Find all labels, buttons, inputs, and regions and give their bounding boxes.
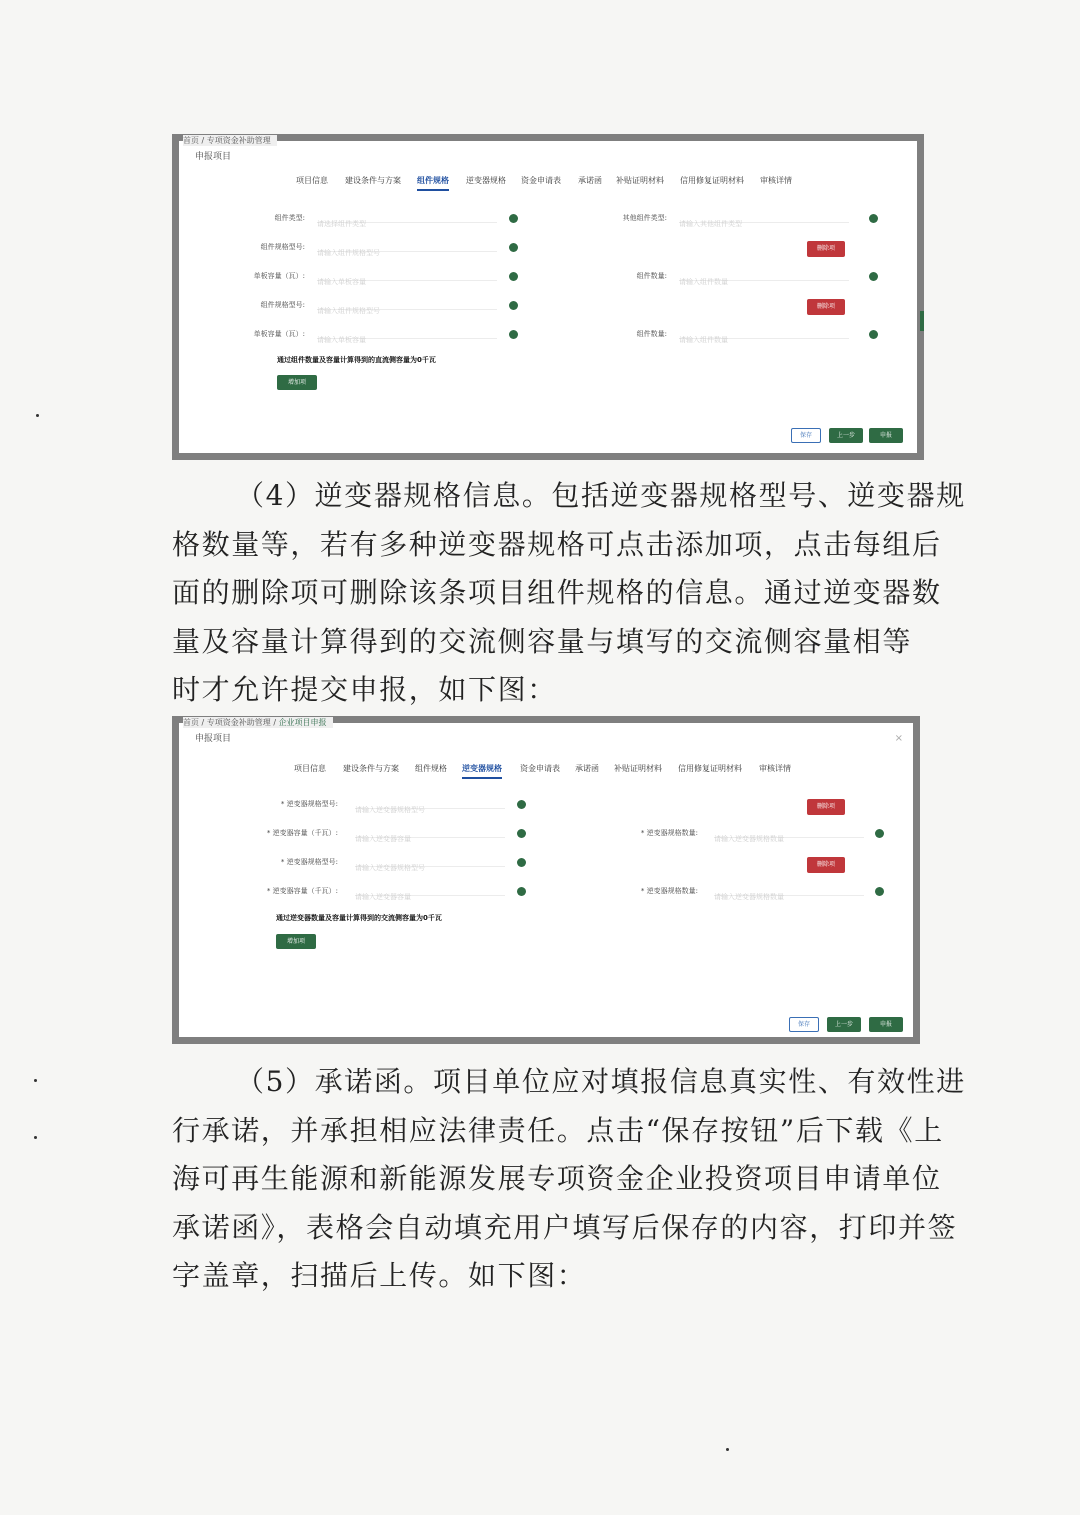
placeholder: 请输入逆变器规格数量 — [714, 893, 784, 901]
tab-inverter-spec[interactable]: 逆变器规格 — [466, 176, 506, 185]
inverter-capacity-input[interactable] — [355, 884, 505, 901]
breadcrumb: 首页 / 专项资金补助管理 — [183, 135, 277, 146]
tab-review-details[interactable]: 审核详情 — [759, 764, 791, 773]
status-dot-icon — [509, 330, 518, 339]
status-dot-icon — [869, 272, 878, 281]
text-line: 量及容量计算得到的交流侧容量与填写的交流侧容量相等 — [172, 624, 913, 658]
field-label: * 逆变器规格型号: — [280, 800, 338, 808]
tab-construction[interactable]: 建设条件与方案 — [343, 764, 399, 773]
breadcrumb-current: 企业项目申报 — [278, 718, 327, 727]
field-label: * 逆变器规格数量: — [640, 829, 698, 837]
tab-commitment[interactable]: 承诺函 — [575, 764, 599, 773]
placeholder: 请输入组件规格型号 — [317, 249, 380, 257]
text-line: 面的删除项可删除该条项目组件规格的信息。通过逆变器数 — [172, 576, 942, 609]
tab-component-spec[interactable]: 组件规格 — [415, 764, 447, 773]
screenshot-inverter-spec — [172, 716, 920, 1044]
tab-project-info[interactable]: 项目信息 — [296, 176, 328, 185]
placeholder: 请输入逆变器规格型号 — [355, 864, 425, 872]
dialog-panel — [179, 136, 917, 453]
status-dot-icon — [509, 272, 518, 281]
dialog-title: 申报项目 — [195, 152, 232, 162]
scan-speck — [34, 1079, 37, 1082]
placeholder: 请输入逆变器容量 — [355, 835, 411, 843]
status-dot-icon — [509, 301, 518, 310]
field-label: 组件类型: — [274, 214, 305, 222]
field-label: * 逆变器规格型号: — [280, 858, 338, 866]
scan-speck — [726, 1448, 729, 1451]
placeholder: 请输入组件数量 — [679, 336, 728, 344]
tab-bar — [179, 763, 913, 781]
placeholder: 请选择组件类型 — [317, 220, 366, 228]
tab-construction[interactable]: 建设条件与方案 — [345, 176, 401, 185]
tab-project-info[interactable]: 项目信息 — [294, 764, 326, 773]
save-button[interactable]: 保存 — [791, 428, 821, 443]
field-label: * 逆变器容量（千瓦）: — [266, 829, 338, 837]
status-dot-icon — [517, 829, 526, 838]
dc-capacity-summary: 通过组件数量及容量计算得到的直流侧容量为0千瓦 — [277, 356, 436, 364]
text-line: 海可再生能源和新能源发展专项资金企业投资项目申请单位 — [172, 1162, 942, 1195]
dialog-panel — [179, 718, 913, 1037]
screenshot-component-spec — [172, 134, 924, 460]
submit-button[interactable]: 申报 — [869, 428, 903, 443]
add-row-button[interactable]: 增加项 — [277, 375, 317, 390]
text-line: 行承诺，并承担相应法律责任。点击“保存按钮”后下载《上 — [172, 1113, 944, 1147]
breadcrumb — [183, 717, 333, 728]
field-label: 单板容量（瓦）: — [253, 272, 305, 280]
tab-inverter-spec[interactable]: 逆变器规格 — [462, 763, 502, 779]
field-label: 组件规格型号: — [260, 301, 305, 309]
placeholder: 请输入单板容量 — [317, 336, 366, 344]
breadcrumb-path: 首页 / 专项资金补助管理 / — [183, 718, 279, 727]
tab-review-details[interactable]: 审核详情 — [760, 176, 792, 185]
prev-step-button[interactable]: 上一步 — [827, 1017, 861, 1032]
field-label: * 逆变器容量（千瓦）: — [266, 887, 338, 895]
placeholder: 请输入其他组件类型 — [679, 220, 742, 228]
paragraph-inverter-spec — [172, 472, 966, 715]
delete-row-button[interactable]: 删除项 — [807, 857, 845, 873]
tab-credit-repair[interactable]: 信用修复证明材料 — [678, 764, 742, 773]
scroll-edge — [920, 311, 924, 331]
paragraph-commitment — [172, 1058, 966, 1301]
field-label: 其他组件类型: — [622, 214, 667, 222]
text-line: （5）承诺函。项目单位应对填报信息真实性、有效性进 — [236, 1065, 966, 1098]
submit-button[interactable]: 申报 — [869, 1017, 903, 1032]
text-line: （4）逆变器规格信息。包括逆变器规格型号、逆变器规 — [236, 479, 966, 512]
component-count-input[interactable] — [679, 327, 849, 344]
placeholder: 请输入组件数量 — [679, 278, 728, 286]
text-line: 格数量等，若有多种逆变器规格可点击添加项，点击每组后 — [172, 527, 942, 561]
placeholder: 请输入单板容量 — [317, 278, 366, 286]
placeholder: 请输入逆变器规格数量 — [714, 835, 784, 843]
tab-bar — [179, 175, 917, 193]
status-dot-icon — [509, 243, 518, 252]
panel-capacity-input[interactable] — [317, 327, 497, 344]
field-label: 组件数量: — [636, 330, 667, 338]
ac-capacity-summary: 通过逆变器数量及容量计算得到的交流侧容量为0千瓦 — [276, 914, 442, 922]
component-type-select[interactable] — [317, 211, 497, 228]
status-dot-icon — [875, 829, 884, 838]
tab-fund-application[interactable]: 资金申请表 — [520, 764, 560, 773]
tab-subsidy-proof[interactable]: 补贴证明材料 — [616, 176, 664, 185]
inverter-capacity-input[interactable] — [355, 826, 505, 843]
component-count-input[interactable] — [679, 269, 849, 286]
field-label: 组件规格型号: — [260, 243, 305, 251]
close-icon[interactable]: × — [894, 733, 903, 744]
status-dot-icon — [875, 887, 884, 896]
tab-credit-repair[interactable]: 信用修复证明材料 — [680, 176, 744, 185]
tab-fund-application[interactable]: 资金申请表 — [521, 176, 561, 185]
other-component-type-input[interactable] — [679, 211, 849, 228]
placeholder: 请输入组件规格型号 — [317, 307, 380, 315]
status-dot-icon — [869, 330, 878, 339]
status-dot-icon — [517, 858, 526, 867]
add-row-button[interactable]: 增加项 — [276, 934, 316, 949]
inverter-count-input[interactable] — [714, 826, 864, 843]
component-model-input[interactable] — [317, 298, 497, 315]
component-model-input[interactable] — [317, 240, 497, 257]
status-dot-icon — [517, 887, 526, 896]
field-label: 组件数量: — [636, 272, 667, 280]
save-button[interactable]: 保存 — [789, 1017, 819, 1032]
tab-subsidy-proof[interactable]: 补贴证明材料 — [614, 764, 662, 773]
panel-capacity-input[interactable] — [317, 269, 497, 286]
field-label: 单板容量（瓦）: — [253, 330, 305, 338]
delete-row-button[interactable]: 删除项 — [807, 241, 845, 257]
delete-row-button[interactable]: 删除项 — [807, 299, 845, 315]
text-line: 时才允许提交申报，如下图： — [172, 673, 557, 706]
placeholder: 请输入逆变器规格型号 — [355, 806, 425, 814]
text-line: 承诺函》，表格会自动填充用户填写后保存的内容，打印并签 — [172, 1210, 958, 1244]
inverter-model-input[interactable] — [355, 855, 505, 872]
field-label: * 逆变器规格数量: — [640, 887, 698, 895]
inverter-count-input[interactable] — [714, 884, 864, 901]
tab-component-spec[interactable]: 组件规格 — [417, 175, 449, 191]
delete-row-button[interactable]: 删除项 — [807, 799, 845, 815]
placeholder: 请输入逆变器容量 — [355, 893, 411, 901]
scan-speck — [36, 414, 39, 417]
dialog-title: 申报项目 — [195, 734, 232, 744]
text-line: 字盖章，扫描后上传。如下图： — [172, 1259, 587, 1292]
status-dot-icon — [517, 800, 526, 809]
scan-speck — [34, 1136, 37, 1139]
status-dot-icon — [869, 214, 878, 223]
prev-step-button[interactable]: 上一步 — [829, 428, 863, 443]
status-dot-icon — [509, 214, 518, 223]
tab-commitment[interactable]: 承诺函 — [578, 176, 602, 185]
inverter-model-input[interactable] — [355, 797, 505, 814]
